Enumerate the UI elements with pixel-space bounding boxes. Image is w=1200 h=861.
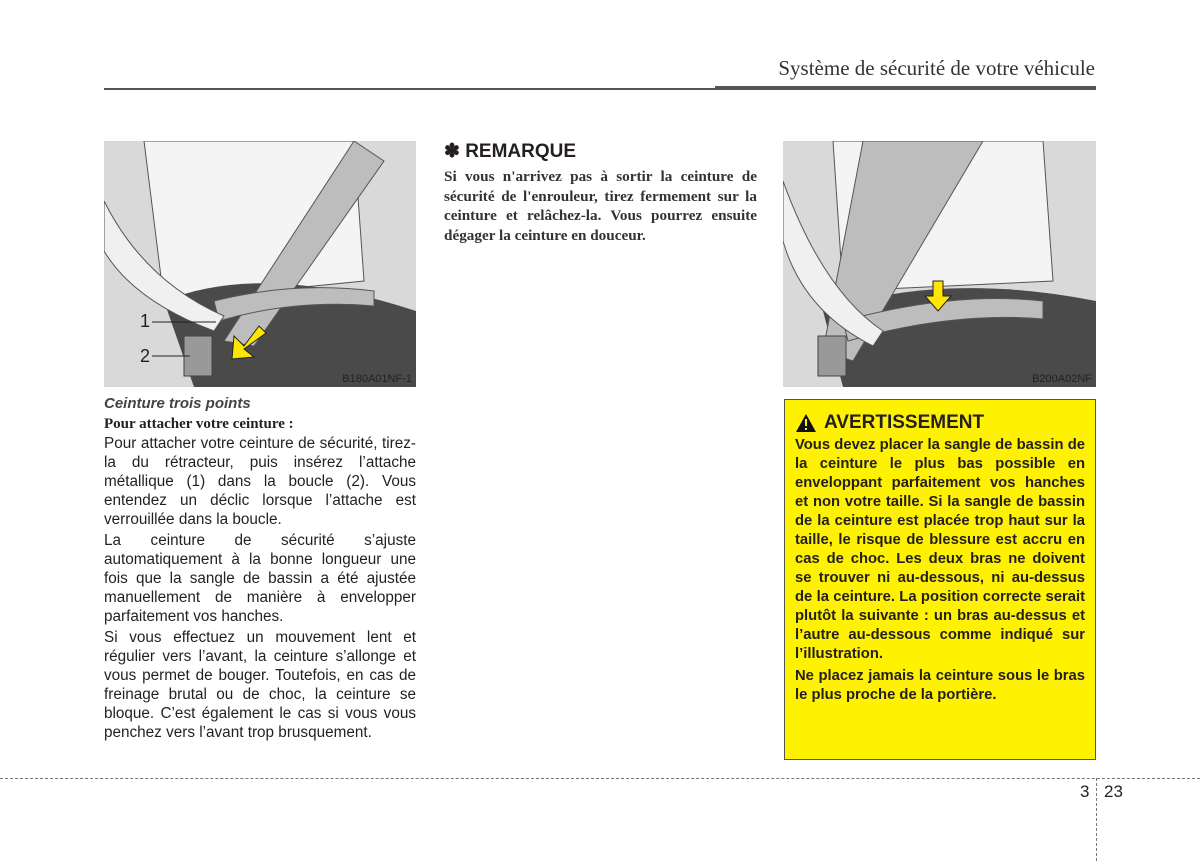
section-subtitle: Ceinture trois points (104, 395, 251, 412)
footer-divider (0, 778, 1200, 779)
illustration-drawing (104, 141, 416, 387)
seatbelt-position-illustration (783, 141, 1096, 387)
figure-code: B200A02NF (1032, 373, 1092, 385)
callout-1: 1 (140, 311, 151, 331)
body-paragraph: Pour attacher votre ceinture de sécurité, tirez-la du rétracteur, puis insérez l’attache métallique (1) dans la boucle (2). Vous entendez un déclic lorsque l’attache est verrouillée dans la boucle. (104, 435, 416, 528)
section-number: 3 (1080, 782, 1090, 801)
header-rule-thick (715, 86, 1096, 90)
page-header-title: Système de sécurité de votre véhicule (778, 56, 1095, 80)
section-heading: Pour attacher votre ceinture : (104, 416, 294, 432)
footer-vertical-divider (1096, 778, 1097, 861)
callout-2: 2 (140, 346, 151, 366)
left-column (104, 395, 416, 744)
warning-title: AVERTISSEMENT (824, 412, 985, 433)
seatbelt-fastening-illustration (104, 141, 416, 387)
remarque-text: Si vous n'arrivez pas à sortir la ceinture de sécurité de l'enrouleur, tirez fermement sur la ceinture et relâchez-la. Vous pourrez ensuite dégager la ceinture en douceur. (444, 168, 757, 244)
illustration-drawing (783, 141, 1096, 387)
warning-triangle-icon (795, 413, 817, 433)
warning-box (784, 399, 1096, 760)
warning-paragraph: Ne placez jamais la ceinture sous le bras le plus proche de la portière. (795, 668, 1085, 703)
figure-code: B180A01NF-1 (342, 373, 412, 385)
remarque-note (444, 140, 757, 245)
body-paragraph: Si vous effectuez un mouvement lent et régulier vers l’avant, la ceinture s’allonge et vous permet de bouger. Toutefois, en cas de freinage brutal ou de choc, la ceinture se bloque. C’est également le cas si vous vous penchez vers l’avant trop brusquement. (104, 629, 416, 741)
page-number: 23 (1104, 782, 1123, 801)
warning-paragraph: Vous devez placer la sangle de bassin de la ceinture le plus bas possible en enveloppant parfaitement vos hanches et non votre taille. Si la sangle de bassin de la ceinture est placée trop haut sur la taille, le risque de blessure est accru en cas de choc. Les deux bras ne doivent se trouver ni au-dessous, ni au-dessus de la ceinture. La position correcte serait plutôt la suivante : un bras au-dessus et l’autre au-dessous comme indiqué sur l’illustration. (795, 437, 1085, 662)
remarque-title: ✽ REMARQUE (444, 141, 577, 162)
body-paragraph: La ceinture de sécurité s’ajuste automatiquement à la bonne longueur une fois que la sangle de bassin a été ajustée manuellement de manière à envelopper parfaitement vos hanches. (104, 532, 416, 625)
